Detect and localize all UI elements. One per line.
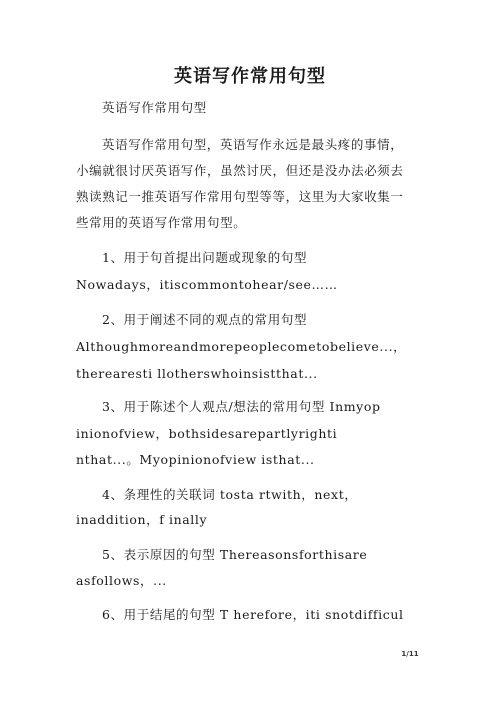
item-2-example-2: therearesti llotherswhoinsistthat...	[76, 366, 318, 381]
item-3-example-2: nthat...。Myopinionofview isthat...	[76, 452, 315, 467]
item-3-example-1: inionofview，bothsidesarepartlyrighti	[76, 426, 338, 441]
document-title: 英语写作常用句型	[174, 66, 326, 87]
intro-line-1: 英语写作常用句型，英语写作永远是最头疼的事情，	[102, 137, 404, 152]
page-number: 1/11	[401, 650, 419, 658]
intro-line-2: 小编就很讨厌英语写作，虽然讨厌，但还是没办法必须去	[76, 163, 404, 178]
item-4-example: inaddition，f inally	[76, 512, 208, 527]
item-5-example: asfollows，...	[76, 573, 167, 588]
item-2-heading: 2、用于阐述不同的观点的常用句型	[102, 312, 308, 327]
item-5-heading: 5、表示原因的句型 Thereasonsforthisare	[102, 547, 368, 562]
item-1-example: Nowadays，itiscommontohear/see……	[76, 277, 338, 292]
item-3-heading: 3、用于陈述个人观点/想法的常用句型 Inmyop	[102, 399, 381, 414]
item-2-example-1: Althoughmoreandmorepeoplecometobelieve...，	[76, 339, 407, 354]
item-6-heading: 6、用于结尾的句型 T herefore，iti snotdifficul	[102, 607, 404, 622]
item-1-heading: 1、用于句首提出问题或现象的句型	[102, 250, 308, 265]
item-4-heading: 4、条理性的关联词 tosta rtwith，next，	[102, 487, 358, 502]
subtitle: 英语写作常用句型	[102, 100, 207, 115]
intro-line-3: 熟读熟记一推英语写作常用句型等等，这里为大家收集一	[76, 189, 404, 204]
intro-line-4: 些常用的英语写作常用句型。	[76, 215, 247, 230]
